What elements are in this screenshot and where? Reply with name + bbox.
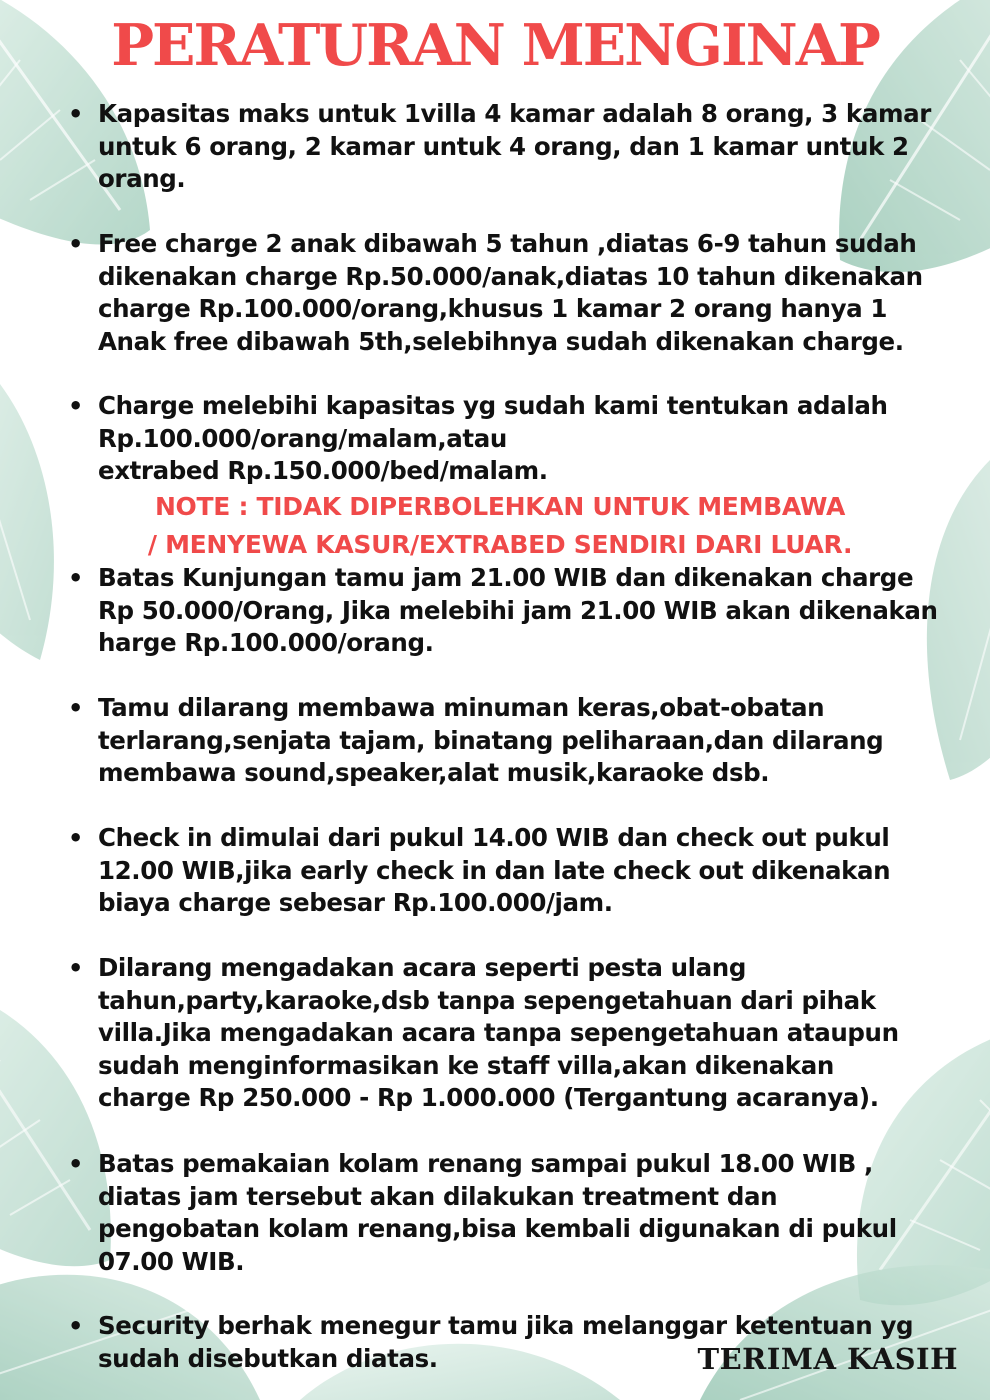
- rule-text: Free charge 2 anak dibawah 5 tahun ,diatas 6-9 tahun sudah dikenakan charge Rp.50.000/anak,diatas 10 tahun dikenakan charge Rp.100.000/orang,khusus 1 kamar 2 orang hanya 1 Anak free dibawah 5th,selebihnya sudah dikenakan charge.: [98, 229, 923, 356]
- page-title: PERATURAN MENGINAP: [111, 12, 879, 79]
- rule-text: Batas Kunjungan tamu jam 21.00 WIB dan dikenakan charge Rp 50.000/Orang, Jika melebihi jam 21.00 WIB akan dikenakan harge Rp.100.000/orang.: [98, 563, 938, 657]
- closing-text: TERIMA KASIH: [697, 1342, 958, 1376]
- rule-text: Charge melebihi kapasitas yg sudah kami tentukan adalah Rp.100.000/orang/malam,atau extrabed Rp.150.000/bed/malam.: [98, 391, 888, 485]
- rule-text: Dilarang mengadakan acara seperti pesta ulang tahun,party,karaoke,dsb tanpa sepengetahuan dari pihak villa.Jika mengadakan acara tanpa sepengetahuan ataupun sudah menginformasikan ke staff villa,akan dikenakan charge Rp 250.000 - Rp 1.000.000 (Tergantung acaranya).: [98, 953, 899, 1112]
- rule-text: Check in dimulai dari pukul 14.00 WIB dan check out pukul 12.00 WIB,jika early check in dan late check out dikenakan biaya charge sebesar Rp.100.000/jam.: [98, 823, 891, 917]
- bullet-icon: •: [68, 1150, 83, 1178]
- rule-text: Tamu dilarang membawa minuman keras,obat-obatan terlarang,senjata tajam, binatang peliharaan,dan dilarang membawa sound,speaker,alat musik,karaoke dsb.: [98, 693, 884, 787]
- bullet-icon: •: [68, 230, 83, 258]
- rule-text: Batas pemakaian kolam renang sampai pukul 18.00 WIB , diatas jam tersebut akan dilakukan treatment dan pengobatan kolam renang,bisa kembali digunakan di pukul 07.00 WIB.: [98, 1149, 897, 1276]
- bullet-icon: •: [68, 392, 83, 420]
- rule-text: Security berhak menegur tamu jika melanggar ketentuan yg sudah disebutkan diatas.: [98, 1311, 914, 1373]
- warning-note: NOTE : TIDAK DIPERBOLEHKAN UNTUK MEMBAWA / MENYEWA KASUR/EXTRABED SENDIRI DARI LUAR.: [147, 492, 853, 559]
- bullet-icon: •: [68, 694, 83, 722]
- bullet-icon: •: [68, 954, 83, 982]
- bullet-icon: •: [68, 1312, 83, 1340]
- bullet-icon: •: [68, 100, 83, 128]
- rule-text: Kapasitas maks untuk 1villa 4 kamar adalah 8 orang, 3 kamar untuk 6 orang, 2 kamar untuk 4 orang, dan 1 kamar untuk 2 orang.: [98, 99, 931, 193]
- bullet-icon: •: [68, 824, 83, 852]
- bullet-icon: •: [68, 564, 83, 592]
